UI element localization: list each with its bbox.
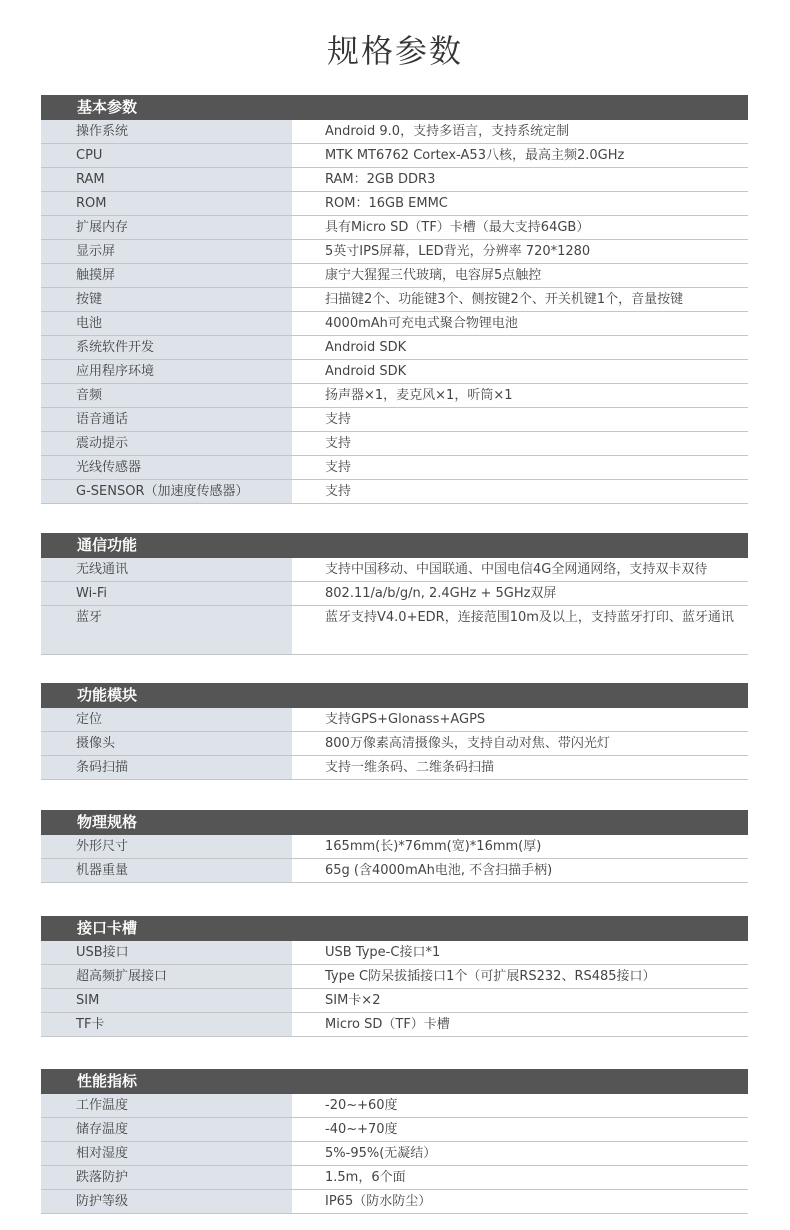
table-row [41,408,748,432]
table-row [41,240,748,264]
row-value: 支持 [292,480,748,503]
table-row [41,989,748,1013]
row-value: 165mm(长)*76mm(宽)*16mm(厚) [292,835,748,858]
table-row [41,1166,748,1190]
row-label: 操作系统 [41,120,292,143]
row-label: 防护等级 [41,1190,292,1213]
row-value: 支持GPS+Glonass+AGPS [292,708,748,731]
row-label: USB接口 [41,941,292,964]
row-label: 超高频扩展接口 [41,965,292,988]
row-label: TF卡 [41,1013,292,1036]
section-header: 接口卡槽 [41,916,748,941]
table-row [41,384,748,408]
table-row [41,859,748,883]
section-header: 性能指标 [41,1069,748,1094]
row-value: 扫描键2个、功能键3个、侧按键2个、开关机键1个，音量按键 [292,288,748,311]
table-row [41,582,748,606]
row-label: 蓝牙 [41,606,292,654]
section-ports-slots [41,916,748,1037]
row-value: Android SDK [292,336,748,359]
table-row [41,965,748,989]
row-label: 外形尺寸 [41,835,292,858]
table-row [41,941,748,965]
table-row [41,144,748,168]
row-label: 音频 [41,384,292,407]
row-value: USB Type-C接口*1 [292,941,748,964]
row-value: 65g (含4000mAh电池, 不含扫描手柄) [292,859,748,882]
row-value: 康宁大猩猩三代玻璃，电容屏5点触控 [292,264,748,287]
row-value: 支持 [292,408,748,431]
table-row [41,312,748,336]
row-value: 蓝牙支持V4.0+EDR，连接范围10m及以上，支持蓝牙打印、蓝牙通讯 [292,606,748,654]
row-label: 跌落防护 [41,1166,292,1189]
table-row [41,264,748,288]
row-label: RAM [41,168,292,191]
row-label: 显示屏 [41,240,292,263]
row-label: 储存温度 [41,1118,292,1141]
row-value: 支持 [292,456,748,479]
section-basic-params [41,95,748,504]
row-value: 802.11/a/b/g/n, 2.4GHz + 5GHz双屏 [292,582,748,605]
row-label: 扩展内存 [41,216,292,239]
row-value: MTK MT6762 Cortex-A53八核，最高主频2.0GHz [292,144,748,167]
row-label: 摄像头 [41,732,292,755]
row-label: 触摸屏 [41,264,292,287]
row-label: 机器重量 [41,859,292,882]
table-row [41,606,748,655]
table-row [41,288,748,312]
table-row [41,120,748,144]
table-row [41,1190,748,1214]
row-label: 定位 [41,708,292,731]
section-function-modules [41,683,748,780]
table-row [41,708,748,732]
row-value: 具有Micro SD（TF）卡槽（最大支持64GB） [292,216,748,239]
row-value: 支持 [292,432,748,455]
row-value: 支持一维条码、二维条码扫描 [292,756,748,779]
section-header: 通信功能 [41,533,748,558]
row-value: Type C防呆拔插接口1个（可扩展RS232、RS485接口） [292,965,748,988]
table-row [41,835,748,859]
row-label: Wi-Fi [41,582,292,605]
row-value: 扬声器×1，麦克风×1，听筒×1 [292,384,748,407]
page-title: 规格参数 [326,32,463,70]
table-row [41,216,748,240]
row-label: 电池 [41,312,292,335]
row-label: G-SENSOR（加速度传感器） [41,480,292,503]
row-label: ROM [41,192,292,215]
section-communication [41,533,748,655]
row-value: 支持中国移动、中国联通、中国电信4G全网通网络，支持双卡双待 [292,558,748,581]
row-value: -40~+70度 [292,1118,748,1141]
table-row [41,336,748,360]
row-label: 语音通话 [41,408,292,431]
row-value: Android 9.0，支持多语言，支持系统定制 [292,120,748,143]
row-label: SIM [41,989,292,1012]
table-row [41,432,748,456]
row-label: 光线传感器 [41,456,292,479]
row-label: 震动提示 [41,432,292,455]
section-header: 功能模块 [41,683,748,708]
section-header: 基本参数 [41,95,748,120]
table-row [41,192,748,216]
table-row [41,456,748,480]
row-value: 5英寸IPS屏幕，LED背光，分辨率 720*1280 [292,240,748,263]
row-label: 条码扫描 [41,756,292,779]
row-value: SIM卡×2 [292,989,748,1012]
table-row [41,168,748,192]
table-row [41,1142,748,1166]
section-header: 物理规格 [41,810,748,835]
table-row [41,1094,748,1118]
row-label: 无线通讯 [41,558,292,581]
row-value: Android SDK [292,360,748,383]
row-value: IP65（防水防尘） [292,1190,748,1213]
table-row [41,558,748,582]
table-row [41,360,748,384]
row-label: 相对湿度 [41,1142,292,1165]
row-value: Micro SD（TF）卡槽 [292,1013,748,1036]
row-label: 工作温度 [41,1094,292,1117]
row-label: 系统软件开发 [41,336,292,359]
row-value: 5%-95%(无凝结） [292,1142,748,1165]
row-value: RAM：2GB DDR3 [292,168,748,191]
section-performance [41,1069,748,1214]
row-label: 应用程序环境 [41,360,292,383]
row-value: 800万像素高清摄像头，支持自动对焦、带闪光灯 [292,732,748,755]
table-row [41,480,748,504]
section-physical-specs [41,810,748,883]
table-row [41,1013,748,1037]
row-value: -20~+60度 [292,1094,748,1117]
row-value: 1.5m，6个面 [292,1166,748,1189]
table-row [41,1118,748,1142]
table-row [41,732,748,756]
row-label: 按键 [41,288,292,311]
table-row [41,756,748,780]
row-label: CPU [41,144,292,167]
row-value: 4000mAh可充电式聚合物锂电池 [292,312,748,335]
row-value: ROM：16GB EMMC [292,192,748,215]
